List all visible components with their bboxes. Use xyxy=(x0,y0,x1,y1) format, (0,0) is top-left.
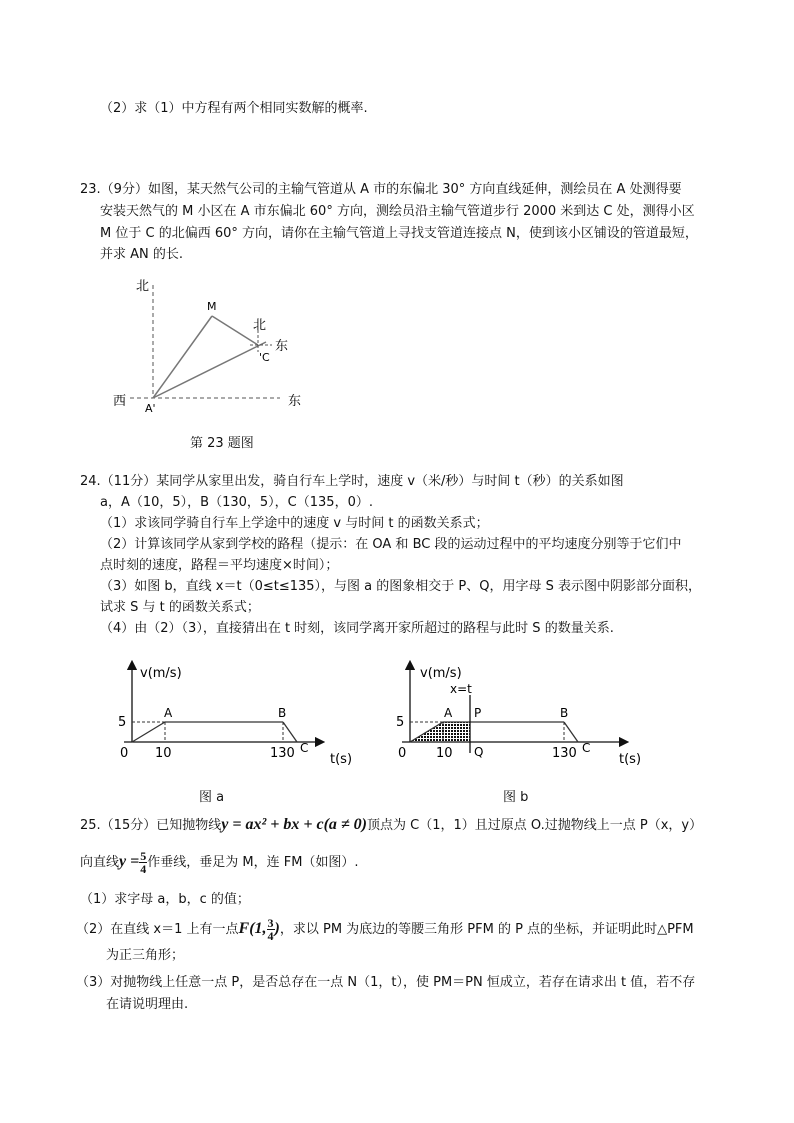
q23-caption: 第 23 题图 xyxy=(190,436,254,451)
q22-part2: （2）求（1）中方程有两个相同实数解的概率. xyxy=(100,101,368,116)
graph-b xyxy=(394,655,654,775)
label-P: P xyxy=(474,706,482,720)
label-A: A' xyxy=(145,402,156,415)
q25-part1: （1）求字母 a，b，c 的值； xyxy=(80,892,250,907)
y-tick-5: 5 xyxy=(118,715,127,730)
segment-MC xyxy=(212,316,258,345)
point-F: F(1, xyxy=(238,920,267,937)
fraction-denominator: 4 xyxy=(140,862,147,876)
q25-intro-tail: 顶点为 C（1，1）且过原点 O.过抛物线上一点 P（x，y） xyxy=(367,818,703,833)
q25-part2-cont: 为正三角形； xyxy=(106,948,185,963)
q23-line-1: 23.（9分）如图，某天然气公司的主输气管道从 A 市的东偏北 30° 方向直线延伸，测绘员在 A 处测得要 xyxy=(80,182,682,197)
label-west: 西 xyxy=(113,394,127,409)
q24-line-5: 点时刻的速度，路程＝平均速度×时间）； xyxy=(100,558,339,573)
q23-line-3: M 位于 C 的北偏西 60° 方向，请你在主输气管道上寻找支管道连接点 N，使到该小区铺设的管道最短， xyxy=(100,226,698,241)
label-M: M xyxy=(207,300,217,313)
q24-line-1: 24.（11分）某同学从家里出发，骑自行车上学时，速度 v（米/秒）与时间 t（秒）的关系如图 xyxy=(80,474,624,489)
q25-line-2 xyxy=(80,847,359,878)
ylabel: v(m/s) xyxy=(420,666,462,681)
segment-BC xyxy=(564,722,578,742)
label-A: A xyxy=(164,706,173,720)
q25-part3-cont: 在请说明理由. xyxy=(106,997,189,1012)
origin-label: 0 xyxy=(398,746,407,761)
line-label: x=t xyxy=(450,682,472,696)
q24-line-8: （4）由（2）（3），直接猜出在 t 时刻，该同学离开家所超过的路程与此时 S 的数量关系. xyxy=(100,621,614,636)
xlabel: t(s) xyxy=(619,752,642,767)
label-east: 东 xyxy=(288,394,302,409)
x-tick-10: 10 xyxy=(436,746,453,761)
q25-line2-pre: 向直线 xyxy=(80,855,120,870)
q25-line-1 xyxy=(80,813,702,838)
q23-line-4: 并求 AN 的长. xyxy=(100,247,184,262)
q24-line-3: （1）求该同学骑自行车上学途中的速度 v 与时间 t 的函数关系式； xyxy=(100,516,489,531)
fraction-denominator: 4 xyxy=(267,929,274,943)
q23-line-2: 安装天然气的 M 小区在 A 市东偏北 60° 方向，测绘员沿主输气管道步行 2000 米到达 C 处，测得小区 xyxy=(100,204,695,219)
x-tick-130: 130 xyxy=(270,746,295,761)
q25-line2-post: 作垂线，垂足为 M，连 FM（如图）. xyxy=(147,855,359,870)
graph-a-caption: 图 a xyxy=(199,790,225,805)
label-east-c: 东 xyxy=(275,339,289,354)
label-A: A xyxy=(444,706,453,720)
q24-line-2: a，A（10，5），B（130，5），C（135，0）. xyxy=(100,495,373,510)
label-north: 北 xyxy=(136,279,150,294)
shaded-area xyxy=(410,722,470,742)
label-Q: Q xyxy=(474,745,484,759)
label-C: C xyxy=(582,741,591,755)
parabola-formula: y = ax² + bx + c(a ≠ 0) xyxy=(221,816,368,833)
pipeline-AC xyxy=(153,342,266,398)
label-north-c: 北 xyxy=(253,318,267,333)
label-B: B xyxy=(278,706,287,720)
q25-part2-post: ，求以 PM 为底边的等腰三角形 PFM 的 P 点的坐标，并证明此时△PFM xyxy=(279,922,694,937)
label-C: 'C xyxy=(259,351,270,364)
label-B: B xyxy=(560,706,569,720)
q24-line-4: （2）计算该同学从家到学校的路程（提示：在 OA 和 BC 段的运动过程中的平均速度分别等于它们中 xyxy=(100,537,682,552)
x-tick-10: 10 xyxy=(155,746,172,761)
segment-BC xyxy=(283,722,297,742)
q25-part2 xyxy=(76,914,694,945)
q24-line-6: （3）如图 b，直线 x＝t（0≤t≤135），与图 a 的图象相交于 P、Q，用字母 S 表示图中阴影部分面积， xyxy=(100,579,701,594)
label-C: C xyxy=(300,741,309,755)
point-F-close: ) xyxy=(274,920,280,937)
graph-b-caption: 图 b xyxy=(503,790,529,805)
segment-OA xyxy=(132,722,165,742)
ylabel: v(m/s) xyxy=(140,666,182,681)
q25-intro: 25.（15分）已知抛物线 xyxy=(80,818,222,833)
q23-figure xyxy=(110,270,320,420)
q25-part2-pre: （2）在直线 x＝1 上有一点 xyxy=(76,922,239,937)
segment-AM xyxy=(153,316,212,398)
xlabel: t(s) xyxy=(330,752,353,767)
y-tick-5: 5 xyxy=(396,715,405,730)
fraction-numerator: 3 xyxy=(267,916,274,930)
fraction-numerator: 5 xyxy=(140,849,147,863)
x-tick-130: 130 xyxy=(552,746,577,761)
origin-label: 0 xyxy=(120,746,129,761)
graph-a xyxy=(110,655,353,775)
q25-part3: （3）对抛物线上任意一点 P，是否总存在一点 N（1，t），使 PM＝PN 恒成立，若存在请求出 t 值，若不存 xyxy=(76,975,696,990)
directrix-y: y = xyxy=(119,853,140,870)
q24-line-7: 试求 S 与 t 的函数关系式； xyxy=(100,600,260,615)
fraction-3-4 xyxy=(267,917,275,942)
